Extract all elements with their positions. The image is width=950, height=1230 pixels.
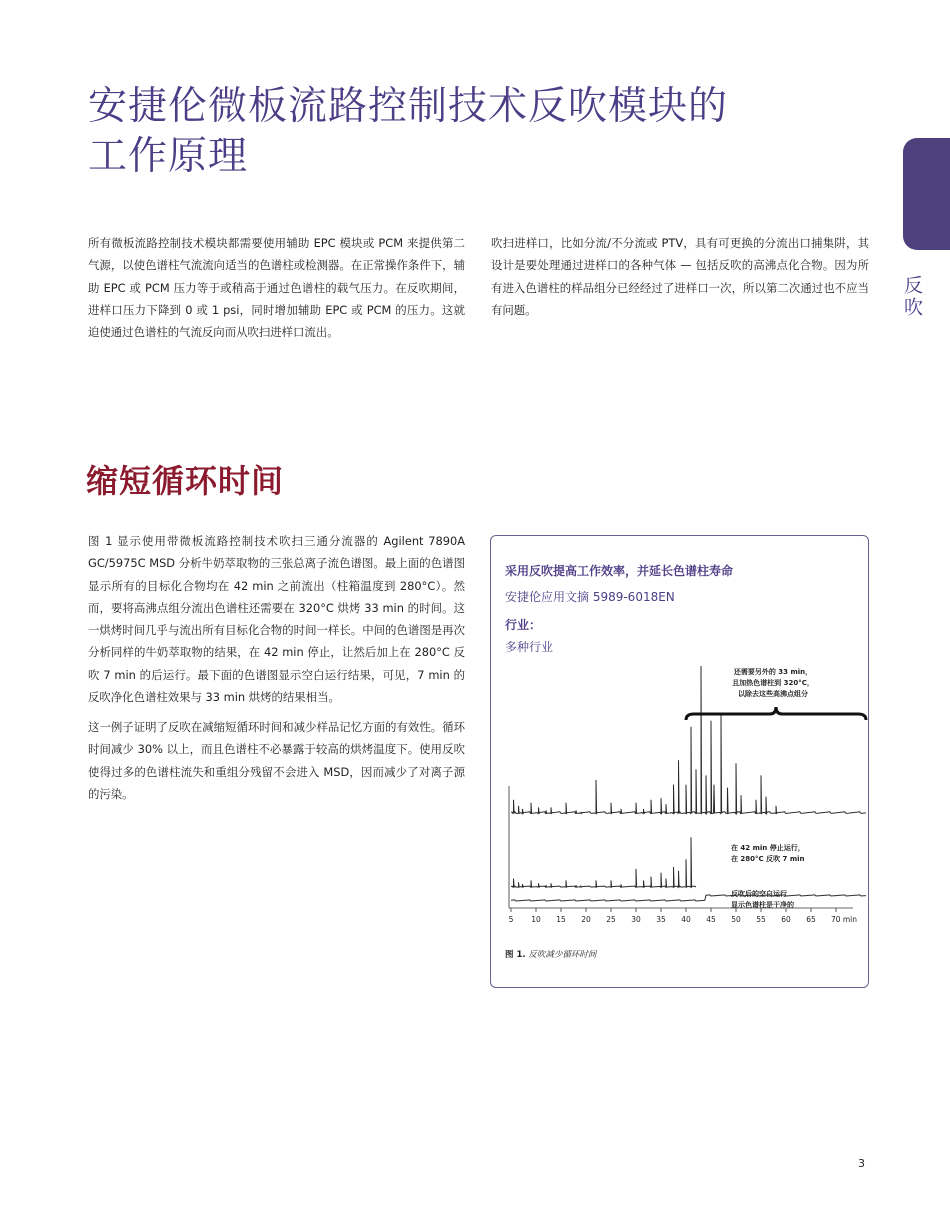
x-tick-label: 15	[556, 915, 566, 924]
x-tick-label: 60	[781, 915, 791, 924]
x-tick-label: 40	[681, 915, 691, 924]
chromatogram-chart	[491, 536, 868, 987]
section-paragraph-2: 这一例子证明了反吹在减缩短循环时间和减少样品记忆方面的有效性。循环时间减少 30% 以上，而且色谱柱不必暴露于较高的烘烤温度下。使用反吹使得过多的色谱柱流失和重组分残留不会进入 MSD，因而减少了对离子源的污染。	[88, 720, 465, 801]
x-tick-label: 25	[606, 915, 616, 924]
side-tab	[903, 138, 950, 250]
industry-label: 行业：	[505, 618, 542, 632]
section-paragraph-1: 图 1 显示使用带微板流路控制技术吹扫三通分流器的 Agilent 7890A GC/5975C MSD 分析牛奶萃取物的三张总离子流色谱图。最上面的色谱图显示所有的目标化合物均在 42 min 之前流出（柱箱温度到 280°C）。然而，要将高沸点组分流出色谱柱还需要在 320°C 烘烤 33 min 的时间。这一烘烤时间几乎与流出所有目标化合物的时间一样长。中间的色谱图是再次分析同样的牛奶萃取物的结果，在 42 min 停止，让然后加上在 280°C 反吹 7 min 的后运行。最下面的色谱图显示空白运行结果，可见，7 min 的反吹净化色谱柱效果与 33 min 烘烤的结果相当。	[88, 534, 465, 705]
annotation-text: 显示色谱柱是干净的	[731, 901, 794, 909]
figure-caption	[505, 948, 596, 960]
x-tick-label: 70 min	[830, 915, 858, 924]
side-tab-label: 反吹	[901, 275, 923, 319]
x-tick-label: 55	[756, 915, 766, 924]
page-number: 3	[858, 1157, 865, 1170]
bracket-annotation	[686, 707, 866, 720]
x-tick-label: 20	[581, 915, 591, 924]
intro-paragraph-left: 所有微板流路控制技术模块都需要使用辅助 EPC 模块或 PCM 来提供第二气源，以使色谱柱气流流向适当的色谱柱或检测器。在正常操作条件下，辅助 EPC 或 PCM 压力等于或稍高于通过色谱柱的载气压力。在反吹期间，进样口压力下降到 0 或 1 psi，同时增加辅助 EPC 或 PCM 的压力。这就迫使通过色谱柱的气流反向而从吹扫进样口流出。	[88, 236, 465, 340]
x-tick-label: 50	[731, 915, 741, 924]
page-title-line-2: 工作原理	[88, 134, 249, 179]
annotation-text: 在 280°C 反吹 7 min	[731, 855, 805, 863]
page-title-line-1: 安捷伦微板流路控制技术反吹模块的	[88, 84, 729, 129]
intro-paragraph-right: 吹扫进样口，比如分流/不分流或 PTV，具有可更换的分流出口捕集阱，其设计是要处理通过进样口的各种气体 — 包括反吹的高沸点化合物。因为所有进入色谱柱的样品组分已经经过了进样口一次，所以第二次通过也不应当有问题。	[491, 236, 869, 317]
page-title	[88, 82, 788, 182]
application-note-box	[490, 535, 869, 988]
x-tick-label: 45	[706, 915, 716, 924]
x-tick-label: 5	[508, 915, 514, 924]
chromatogram-trace-1	[511, 666, 866, 813]
x-tick-label: 30	[631, 915, 641, 924]
x-tick-label: 10	[531, 915, 541, 924]
box-heading: 采用反吹提高工作效率，并延长色谱柱寿命	[505, 564, 734, 578]
annotation-text: 且加热色谱柱到 320°C，	[732, 679, 814, 687]
x-tick-label: 35	[656, 915, 666, 924]
chromatogram-trace-2	[511, 837, 696, 887]
figure-caption-text: 反吹减少循环时间	[528, 950, 597, 960]
chromatogram-trace-3	[511, 895, 866, 901]
x-tick-label: 65	[806, 915, 816, 924]
figure-caption-label: 图 1.	[505, 950, 526, 960]
annotation-text: 以除去这些高沸点组分	[738, 690, 808, 698]
app-note-reference[interactable]: 安捷伦应用文摘 5989-6018EN	[505, 590, 675, 604]
annotation-text: 还需要另外的 33 min，	[733, 668, 813, 676]
annotation-text: 反吹后的空白运行	[731, 890, 787, 898]
annotation-text: 在 42 min 停止运行，	[731, 844, 805, 852]
section-title: 缩短循环时间	[86, 462, 285, 500]
industry-value: 多种行业	[505, 640, 554, 654]
